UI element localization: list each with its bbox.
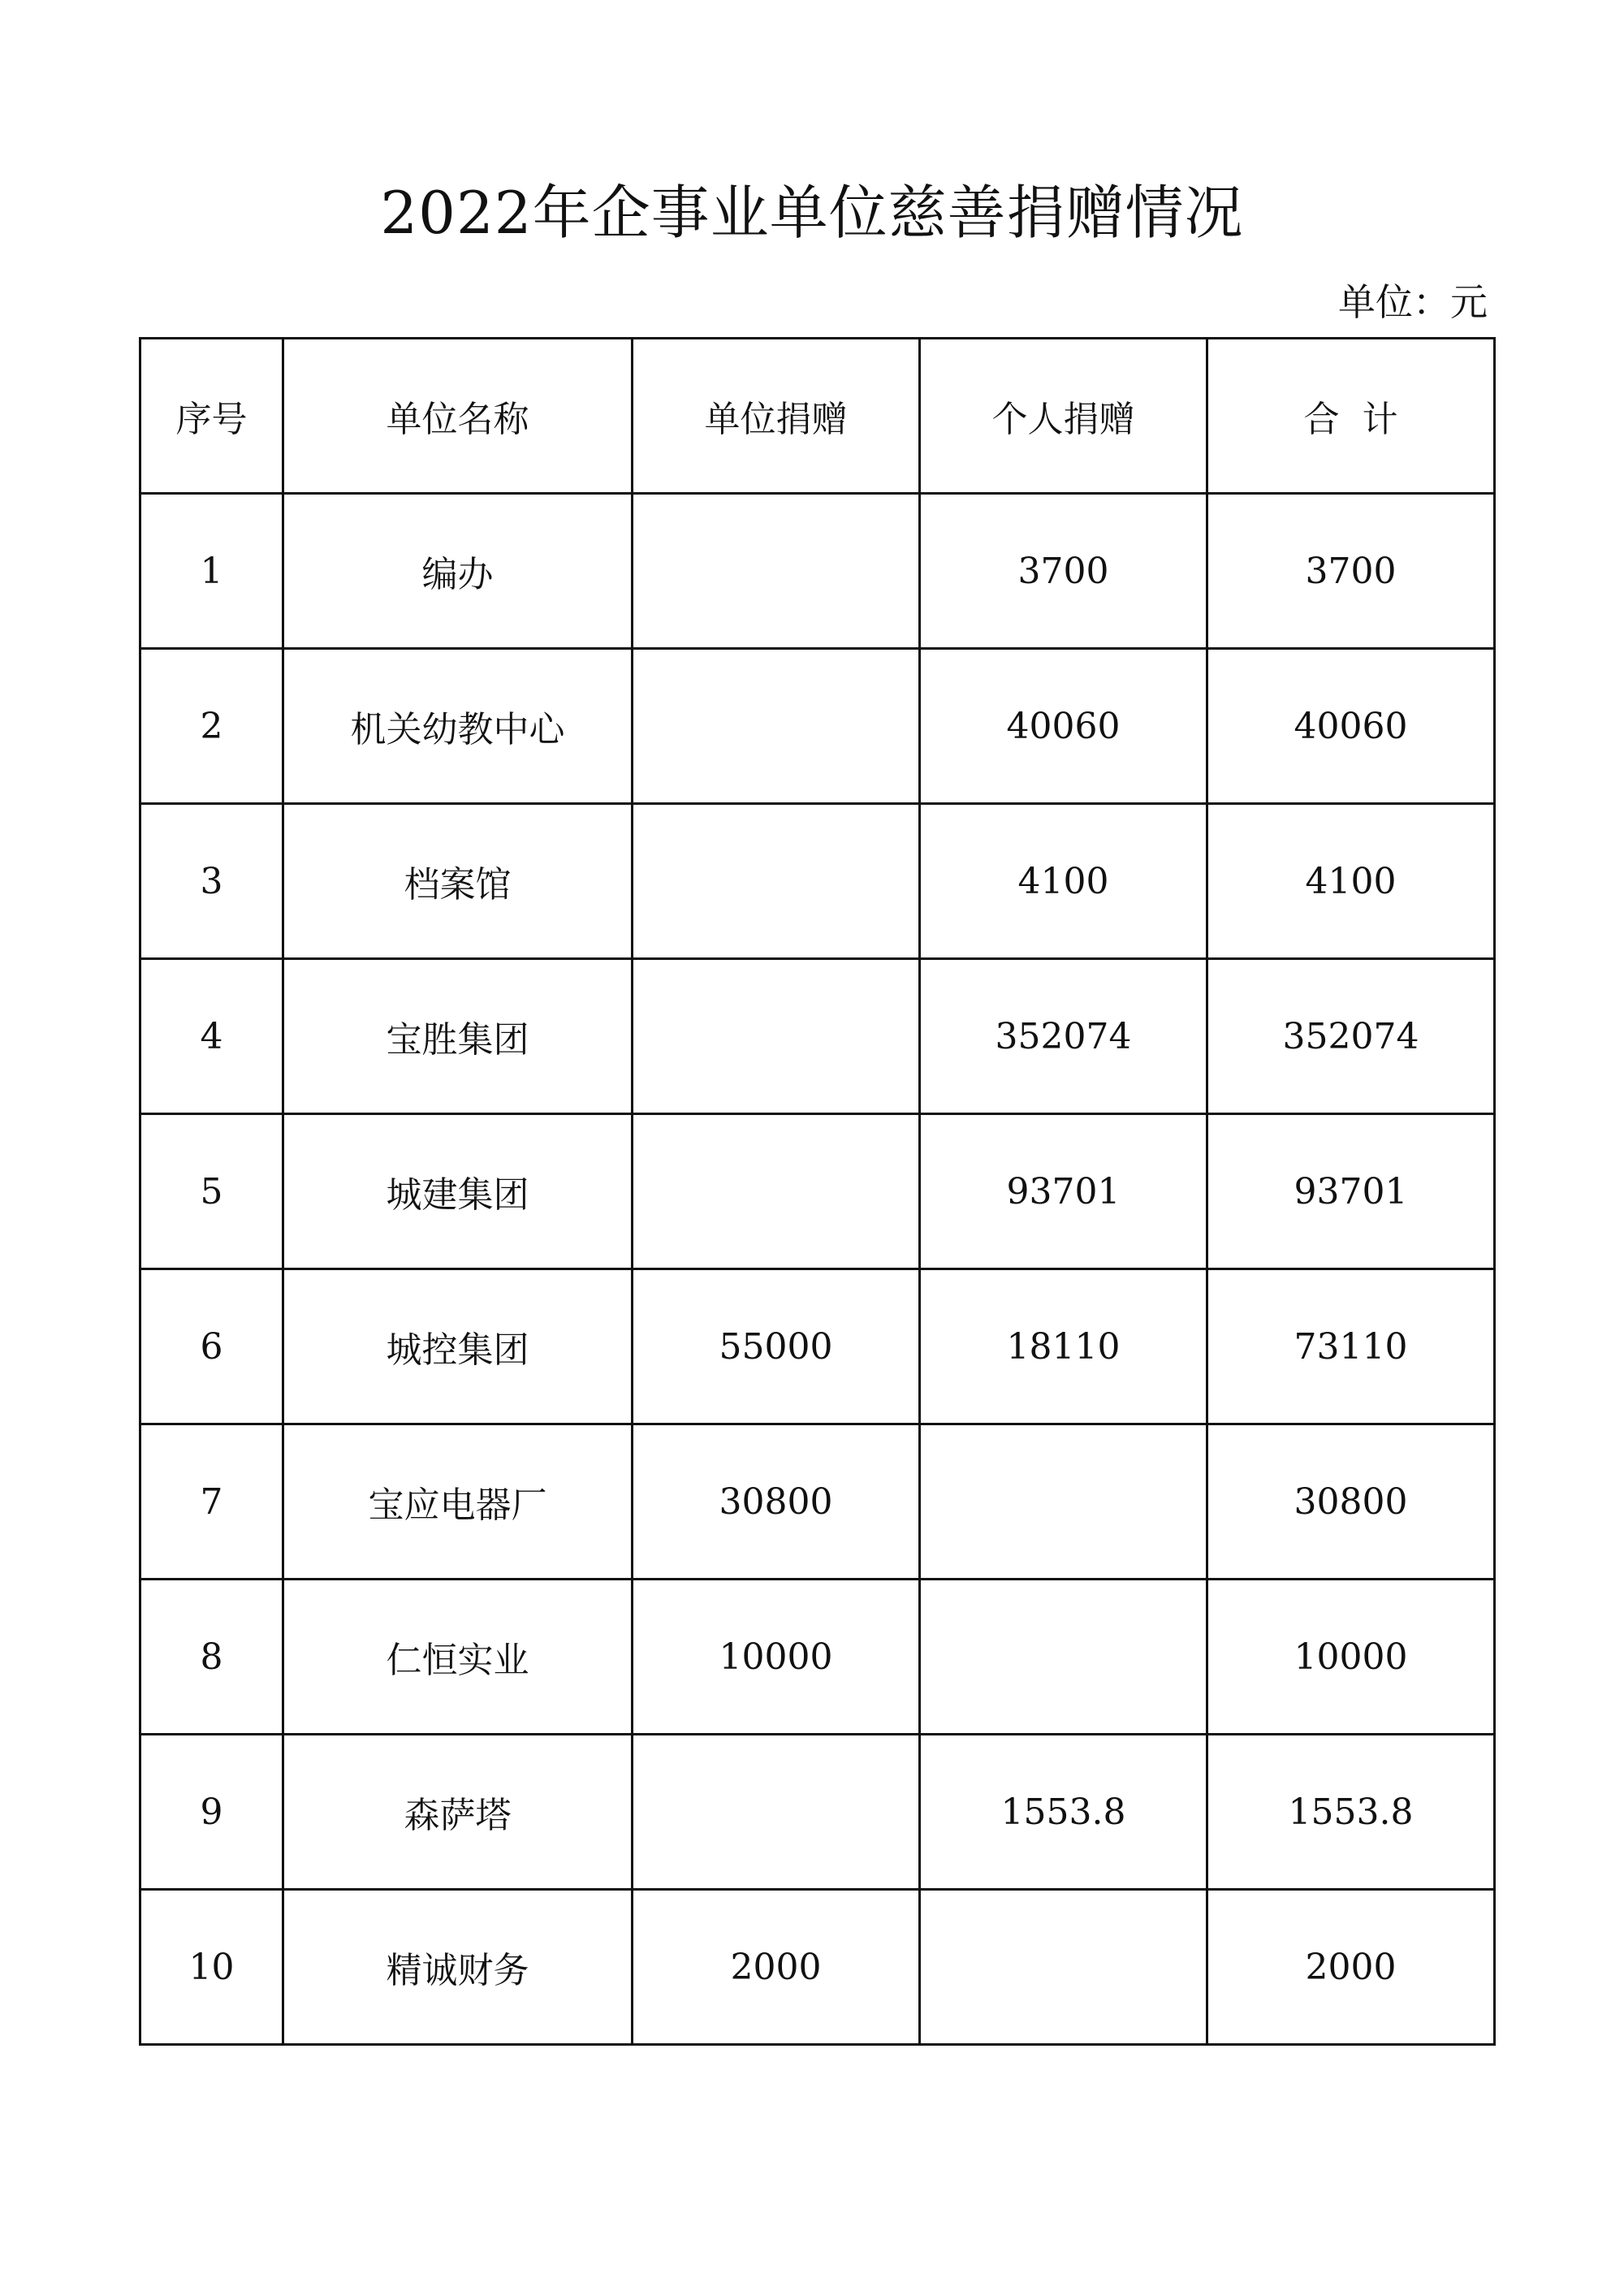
cell-seq: 6	[140, 1269, 283, 1424]
cell-name: 宝胜集团	[283, 959, 633, 1114]
cell-unit-donation	[633, 1114, 920, 1269]
donation-table	[139, 337, 1496, 2046]
cell-unit-donation: 2000	[633, 1890, 920, 2045]
header-seq: 序号	[140, 339, 283, 494]
table-row	[140, 1114, 1495, 1269]
cell-seq: 5	[140, 1114, 283, 1269]
table-row	[140, 1424, 1495, 1580]
cell-personal-donation	[920, 1890, 1207, 2045]
cell-unit-donation: 55000	[633, 1269, 920, 1424]
cell-seq: 4	[140, 959, 283, 1114]
cell-total: 40060	[1207, 649, 1495, 804]
unit-note: 单位：元	[1338, 280, 1488, 324]
cell-personal-donation	[920, 1580, 1207, 1735]
cell-total: 93701	[1207, 1114, 1495, 1269]
header-name: 单位名称	[283, 339, 633, 494]
cell-total: 10000	[1207, 1580, 1495, 1735]
cell-name: 精诚财务	[283, 1890, 633, 2045]
cell-unit-donation	[633, 649, 920, 804]
cell-personal-donation: 352074	[920, 959, 1207, 1114]
cell-name: 城建集团	[283, 1114, 633, 1269]
cell-name: 机关幼教中心	[283, 649, 633, 804]
cell-seq: 1	[140, 494, 283, 649]
table-row	[140, 1269, 1495, 1424]
cell-seq: 8	[140, 1580, 283, 1735]
cell-personal-donation: 93701	[920, 1114, 1207, 1269]
cell-name: 城控集团	[283, 1269, 633, 1424]
cell-total: 73110	[1207, 1269, 1495, 1424]
table-row	[140, 1890, 1495, 2045]
cell-personal-donation: 4100	[920, 804, 1207, 959]
cell-total: 1553.8	[1207, 1735, 1495, 1890]
table-row	[140, 804, 1495, 959]
table-row	[140, 1735, 1495, 1890]
cell-total: 3700	[1207, 494, 1495, 649]
page-title: 2022年企事业单位慈善捐赠情况	[380, 179, 1244, 247]
table-row	[140, 1580, 1495, 1735]
cell-name: 森萨塔	[283, 1735, 633, 1890]
cell-name: 仁恒实业	[283, 1580, 633, 1735]
cell-seq: 7	[140, 1424, 283, 1580]
cell-total: 2000	[1207, 1890, 1495, 2045]
cell-unit-donation: 10000	[633, 1580, 920, 1735]
cell-unit-donation	[633, 1735, 920, 1890]
cell-name: 编办	[283, 494, 633, 649]
table-row	[140, 959, 1495, 1114]
cell-seq: 10	[140, 1890, 283, 2045]
cell-personal-donation: 1553.8	[920, 1735, 1207, 1890]
table-row	[140, 649, 1495, 804]
cell-name: 档案馆	[283, 804, 633, 959]
cell-seq: 9	[140, 1735, 283, 1890]
cell-personal-donation: 3700	[920, 494, 1207, 649]
cell-unit-donation	[633, 959, 920, 1114]
cell-personal-donation: 40060	[920, 649, 1207, 804]
header-total: 合 计	[1207, 339, 1495, 494]
cell-seq: 3	[140, 804, 283, 959]
header-personal-donation: 个人捐赠	[920, 339, 1207, 494]
header-row	[140, 339, 1495, 494]
cell-name: 宝应电器厂	[283, 1424, 633, 1580]
header-unit-donation: 单位捐赠	[633, 339, 920, 494]
cell-total: 352074	[1207, 959, 1495, 1114]
cell-personal-donation: 18110	[920, 1269, 1207, 1424]
cell-total: 4100	[1207, 804, 1495, 959]
cell-personal-donation	[920, 1424, 1207, 1580]
cell-unit-donation: 30800	[633, 1424, 920, 1580]
cell-seq: 2	[140, 649, 283, 804]
cell-unit-donation	[633, 804, 920, 959]
table-row	[140, 494, 1495, 649]
cell-unit-donation	[633, 494, 920, 649]
cell-total: 30800	[1207, 1424, 1495, 1580]
